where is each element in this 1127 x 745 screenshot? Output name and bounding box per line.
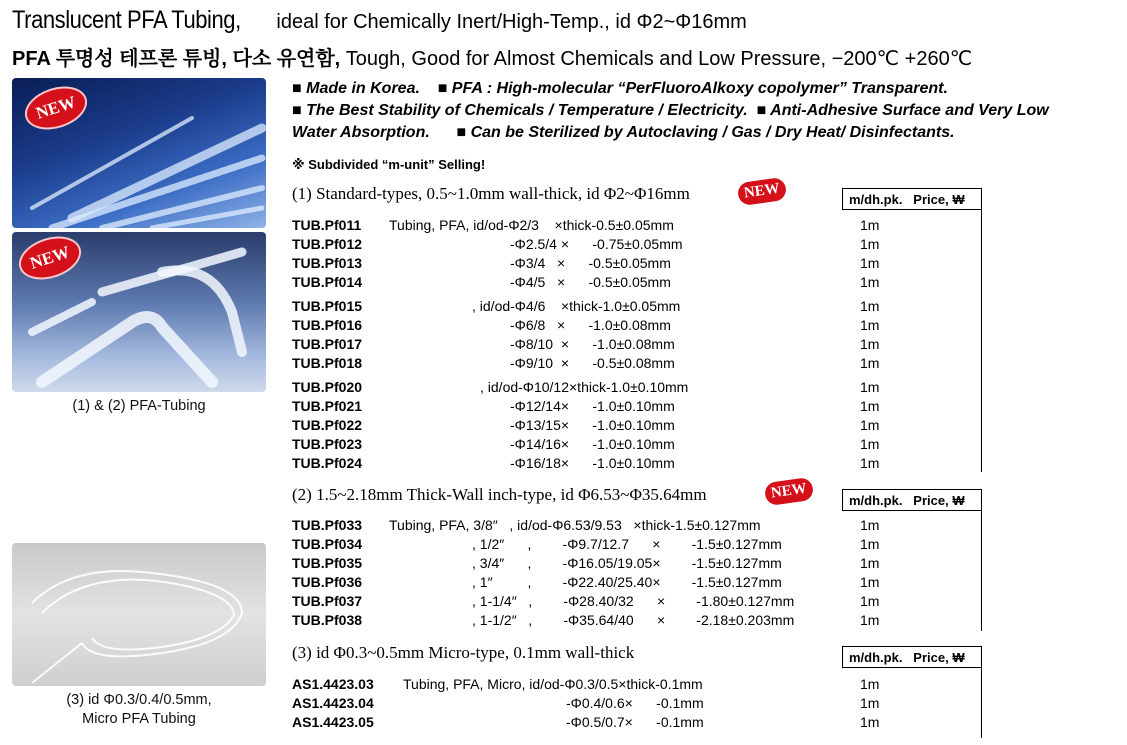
product-unit: 1m: [860, 695, 880, 711]
page-title: [12, 6, 747, 35]
product-unit: 1m: [860, 336, 880, 352]
product-unit: 1m: [860, 676, 880, 692]
product-code: TUB.Pf020: [292, 379, 363, 395]
product-unit: 1m: [860, 436, 880, 452]
header-pack-label: m/dh.pk.: [849, 650, 903, 665]
product-description: -Φ0.4/0.6× -0.1mm: [566, 695, 704, 711]
product-unit: 1m: [860, 298, 880, 314]
product-code: TUB.Pf033: [292, 517, 363, 533]
product-code: TUB.Pf018: [292, 355, 363, 371]
caption-photo-3-line1: (3) id Φ0.3/0.4/0.5mm,: [66, 692, 212, 708]
bullet-line-2: ■ The Best Stability of Chemicals / Temperature / Electricity. ■ Anti-Adhesive Surface and Very Low: [292, 102, 1049, 119]
product-code: TUB.Pf024: [292, 455, 363, 471]
photo-micro-pfa-tubing: [12, 543, 266, 686]
product-description: -Φ13/15× -1.0±0.10mm: [510, 417, 675, 433]
section-2-heading: (2) 1.5~2.18mm Thick-Wall inch-type, id Φ6.53~Φ35.64mm: [292, 485, 707, 504]
product-unit: 1m: [860, 555, 880, 571]
product-unit: 1m: [860, 355, 880, 371]
product-description: -Φ6/8 × -1.0±0.08mm: [510, 317, 671, 333]
product-unit: 1m: [860, 593, 880, 609]
product-code: TUB.Pf015: [292, 298, 363, 314]
product-unit: 1m: [860, 517, 880, 533]
feature-bullets: [292, 78, 1120, 144]
product-description: , 1/2″ , -Φ9.7/12.7 × -1.5±0.127mm: [472, 536, 782, 552]
product-description: , 1″ , -Φ22.40/25.40× -1.5±0.127mm: [472, 574, 782, 590]
product-unit: 1m: [860, 274, 880, 290]
section-3-heading: (3) id Φ0.3~0.5mm Micro-type, 0.1mm wall-thick: [292, 643, 635, 662]
product-description: -Φ12/14× -1.0±0.10mm: [510, 398, 675, 414]
section-1-header-box: [842, 188, 982, 210]
product-description: -Φ2.5/4 × -0.75±0.05mm: [510, 236, 683, 252]
header-price-label: Price, ₩: [913, 493, 965, 508]
product-code: TUB.Pf038: [292, 612, 363, 628]
product-unit: 1m: [860, 574, 880, 590]
section-3-right-border: [981, 668, 982, 738]
caption-photo-3-line2: Micro PFA Tubing: [82, 711, 196, 727]
product-description: -Φ0.5/0.7× -0.1mm: [566, 714, 704, 730]
section-3-header-box: [842, 646, 982, 668]
section-1-new-badge: NEW: [737, 177, 788, 206]
product-code: TUB.Pf011: [292, 217, 362, 233]
product-description: Tubing, PFA, Micro, id/od-Φ0.3/0.5×thick-0.1mm: [403, 676, 703, 692]
product-description: -Φ16/18× -1.0±0.10mm: [510, 455, 675, 471]
product-description: -Φ14/16× -1.0±0.10mm: [510, 436, 675, 452]
product-code: TUB.Pf036: [292, 574, 363, 590]
title-main: Translucent PFA Tubing,: [12, 6, 241, 34]
product-code: TUB.Pf034: [292, 536, 363, 552]
product-code: AS1.4423.03: [292, 676, 374, 692]
product-unit: 1m: [860, 398, 880, 414]
product-unit: 1m: [860, 217, 880, 233]
product-description: Tubing, PFA, 3/8″ , id/od-Φ6.53/9.53 ×thick-1.5±0.127mm: [389, 517, 761, 533]
caption-photo-1-2: (1) & (2) PFA-Tubing: [72, 398, 206, 414]
product-unit: 1m: [860, 255, 880, 271]
product-code: TUB.Pf022: [292, 417, 363, 433]
product-code: TUB.Pf035: [292, 555, 363, 571]
section-1-heading: (1) Standard-types, 0.5~1.0mm wall-thick, id Φ2~Φ16mm: [292, 184, 690, 203]
product-description: -Φ9/10 × -0.5±0.08mm: [510, 355, 675, 371]
section-2-new-badge: NEW: [764, 477, 815, 506]
new-badge-photo1: NEW: [22, 82, 90, 135]
product-unit: 1m: [860, 714, 880, 730]
product-code: AS1.4423.04: [292, 695, 374, 711]
product-code: TUB.Pf037: [292, 593, 363, 609]
product-code: TUB.Pf016: [292, 317, 363, 333]
title-sub: ideal for Chemically Inert/High-Temp., id Φ2~Φ16mm: [276, 11, 747, 33]
product-description: , id/od-Φ4/6 ×thick-1.0±0.05mm: [472, 298, 681, 314]
product-description: -Φ8/10 × -1.0±0.08mm: [510, 336, 675, 352]
page-subtitle: [12, 42, 972, 71]
product-code: TUB.Pf013: [292, 255, 363, 271]
product-unit: 1m: [860, 536, 880, 552]
new-badge-photo2: NEW: [16, 232, 84, 285]
product-code: TUB.Pf014: [292, 274, 363, 290]
header-pack-label: m/dh.pk.: [849, 493, 903, 508]
header-pack-label: m/dh.pk.: [849, 192, 903, 207]
product-unit: 1m: [860, 417, 880, 433]
product-code: TUB.Pf023: [292, 436, 363, 452]
product-code: TUB.Pf012: [292, 236, 363, 252]
product-description: -Φ4/5 × -0.5±0.05mm: [510, 274, 671, 290]
product-description: -Φ3/4 × -0.5±0.05mm: [510, 255, 671, 271]
product-code: TUB.Pf021: [292, 398, 363, 414]
product-code: AS1.4423.05: [292, 714, 374, 730]
section-2-header-box: [842, 489, 982, 511]
bullet-line-3: Water Absorption. ■ Can be Sterilized by Autoclaving / Gas / Dry Heat/ Disinfectants.: [292, 124, 955, 141]
product-unit: 1m: [860, 317, 880, 333]
title-korean: PFA 투명성 테프론 튜빙, 다소 유연함,: [12, 48, 341, 70]
product-unit: 1m: [860, 236, 880, 252]
product-unit: 1m: [860, 455, 880, 471]
title-rest: Tough, Good for Almost Chemicals and Low Pressure, −200℃ +260℃: [345, 48, 973, 70]
section-1-right-border: [981, 210, 982, 472]
selling-note: ※ Subdivided “m-unit” Selling!: [292, 157, 486, 172]
section-2-right-border: [981, 511, 982, 631]
product-description: , id/od-Φ10/12×thick-1.0±0.10mm: [480, 379, 689, 395]
product-description: , 1-1/4″ , -Φ28.40/32 × -1.80±0.127mm: [472, 593, 795, 609]
product-unit: 1m: [860, 612, 880, 628]
bullet-line-1: ■ Made in Korea. ■ PFA : High-molecular “PerFluoroAlkoxy copolymer” Transparent.: [292, 80, 948, 97]
product-description: , 3/4″ , -Φ16.05/19.05× -1.5±0.127mm: [472, 555, 782, 571]
header-price-label: Price, ₩: [913, 650, 965, 665]
product-code: TUB.Pf017: [292, 336, 363, 352]
product-description: Tubing, PFA, id/od-Φ2/3 ×thick-0.5±0.05mm: [389, 217, 674, 233]
product-unit: 1m: [860, 379, 880, 395]
product-description: , 1-1/2″ , -Φ35.64/40 × -2.18±0.203mm: [472, 612, 795, 628]
header-price-label: Price, ₩: [913, 192, 965, 207]
